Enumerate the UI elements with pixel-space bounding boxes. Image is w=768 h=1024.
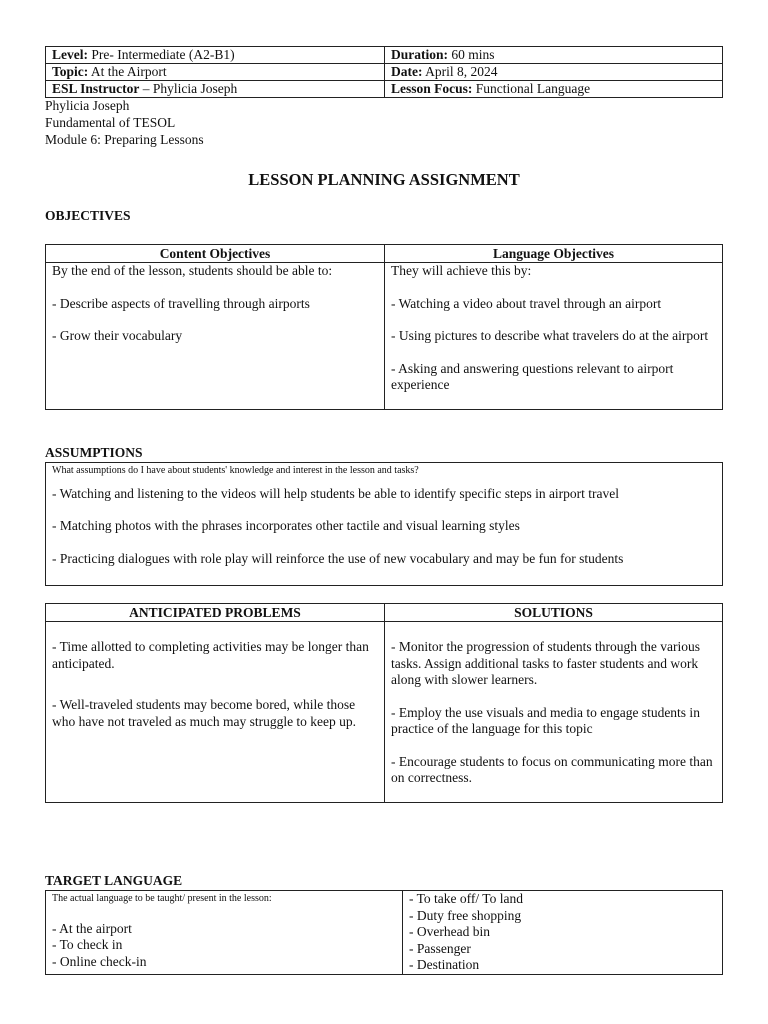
level-cell [46, 47, 385, 64]
assumptions-table [45, 462, 723, 586]
list-item: - Passenger [409, 940, 471, 956]
solutions-header: SOLUTIONS [385, 604, 723, 622]
topic-label: Topic: [52, 64, 89, 79]
list-item: - At the airport [52, 920, 132, 936]
instructor-label: ESL Instructor [52, 81, 140, 96]
duration-cell [385, 47, 723, 64]
duration-value: 60 mins [451, 47, 495, 62]
list-item: - Monitor the progression of students through the various tasks. Assign additional tasks to faster students and work along with slower learners. [391, 639, 700, 687]
target-language-left-cell [46, 891, 403, 975]
assumptions-cell [46, 463, 723, 586]
focus-label: Lesson Focus: [391, 81, 473, 96]
instructor-cell [46, 81, 385, 98]
duration-label: Duration: [391, 47, 448, 62]
lesson-info-table [45, 46, 723, 98]
page-title: LESSON PLANNING ASSIGNMENT [248, 170, 520, 189]
list-item: - Destination [409, 957, 480, 972]
target-language-note: The actual language to be taught/ present in the lesson: [52, 893, 272, 904]
objectives-table [45, 244, 723, 410]
content-objectives-cell [46, 263, 385, 410]
topic-value: At the Airport [90, 64, 167, 79]
list-item: By the end of the lesson, students should be able to: [52, 263, 333, 278]
topic-cell [46, 64, 385, 81]
content-objectives-header: Content Objectives [46, 245, 385, 263]
list-item: They will achieve this by: [391, 263, 532, 278]
date-value: April 8, 2024 [425, 64, 498, 79]
list-item: - Grow their vocabulary [52, 328, 183, 343]
target-language-right-cell [403, 891, 723, 975]
list-item: - Matching photos with the phrases incorporates other tactile and visual learning styles [52, 518, 520, 533]
list-item: - Asking and answering questions relevant to airport experience [391, 360, 674, 392]
assumptions-heading: ASSUMPTIONS [45, 445, 143, 460]
level-value: Pre- Intermediate (A2-B1) [91, 47, 235, 62]
target-language-heading: TARGET LANGUAGE [45, 873, 183, 888]
list-item: - Describe aspects of travelling through airports [52, 295, 310, 311]
problems-header: ANTICIPATED PROBLEMS [46, 604, 385, 622]
language-objectives-cell [385, 263, 723, 410]
list-item: - To take off/ To land [409, 891, 523, 906]
module-name: Module 6: Preparing Lessons [45, 132, 204, 147]
list-item: - Overhead bin [409, 924, 490, 939]
list-item: - Practicing dialogues with role play will reinforce the use of new vocabulary and may be fun for students [52, 550, 624, 566]
level-label: Level: [52, 47, 88, 62]
objectives-heading: OBJECTIVES [45, 208, 131, 223]
focus-value: Functional Language [475, 81, 591, 96]
list-item: - Watching a video about travel through an airport [391, 295, 662, 311]
instructor-value: – Phylicia Joseph [142, 81, 238, 96]
solutions-cell [385, 622, 723, 803]
problems-cell [46, 622, 385, 803]
problems-solutions-table [45, 603, 723, 803]
language-objectives-header: Language Objectives [385, 245, 723, 263]
target-language-table [45, 890, 723, 975]
focus-cell [385, 81, 723, 98]
list-item: - Encourage students to focus on communicating more than on correctness. [391, 753, 713, 785]
list-item: - To check in [52, 937, 123, 952]
date-cell [385, 64, 723, 81]
list-item: - Employ the use visuals and media to engage students in practice of the language for this topic [391, 704, 700, 736]
list-item: - Using pictures to describe what travelers do at the airport [391, 328, 709, 343]
author-block [45, 97, 204, 148]
author-name: Phylicia Joseph [45, 98, 130, 113]
date-label: Date: [391, 64, 423, 79]
list-item: - Watching and listening to the videos will help students be able to identify specific steps in airport travel [52, 485, 620, 501]
list-item: - Duty free shopping [409, 907, 522, 923]
list-item: - Well-traveled students may become bored, while those who have not traveled as much may struggle to keep up. [52, 697, 357, 729]
course-name: Fundamental of TESOL [45, 115, 176, 130]
list-item: - Online check-in [52, 953, 147, 969]
assumptions-question: What assumptions do I have about students' knowledge and interest in the lesson and tasks? [52, 465, 419, 476]
list-item: - Time allotted to completing activities may be longer than anticipated. [52, 639, 369, 671]
